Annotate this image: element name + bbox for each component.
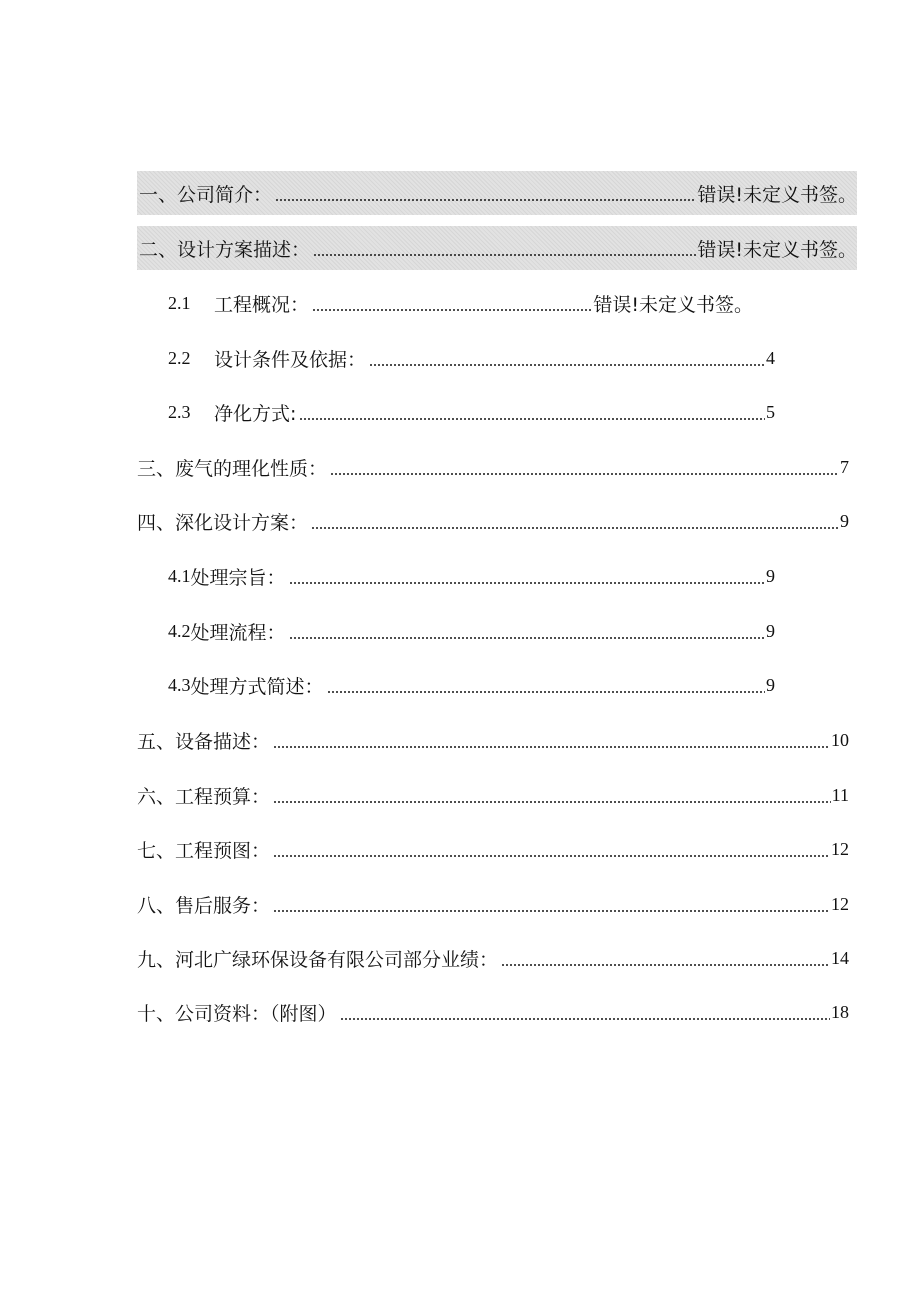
toc-dot-leader (273, 746, 830, 748)
toc-entry-drawings[interactable] (137, 827, 849, 871)
toc-entry-treatment-process[interactable] (168, 609, 775, 653)
toc-entry-page: 9 (766, 620, 775, 641)
toc-entry-number: 4.1 (168, 565, 191, 586)
toc-dot-leader (340, 1018, 830, 1020)
toc-dot-leader (275, 199, 696, 201)
toc-entry-title: 八、售后服务： (137, 894, 271, 917)
toc-entry-title: 九、河北广绿环保设备有限公司部分业绩： (137, 948, 499, 971)
toc-entry-title: 七、工程预图： (137, 839, 271, 862)
toc-dot-leader (311, 527, 839, 529)
toc-entry-waste-gas-properties[interactable] (137, 445, 849, 489)
toc-entry-page: 5 (766, 401, 775, 422)
toc-entry-title: 工程概况： (214, 293, 310, 316)
toc-dot-leader (273, 855, 830, 857)
toc-entry-number: 2.1 (168, 292, 191, 313)
toc-entry-page: 12 (831, 893, 849, 914)
toc-dot-leader (312, 309, 592, 311)
toc-dot-leader (299, 418, 765, 420)
toc-entry-title: 设计条件及依据： (214, 348, 367, 371)
toc-entry-title: 一、公司简介： (139, 183, 273, 206)
toc-entry-treatment-purpose[interactable] (168, 554, 775, 598)
toc-entry-page: 4 (766, 347, 775, 368)
toc-entry-page: 11 (831, 784, 849, 805)
toc-entry-title: 处理流程： (190, 621, 286, 644)
toc-entry-title: 十、公司资料：（附图） (137, 1002, 337, 1025)
toc-entry-page: 9 (766, 674, 775, 695)
toc-dot-leader (273, 801, 831, 803)
toc-entry-page: 错误!未定义书签。 (593, 293, 753, 316)
toc-entry-number: 4.2 (168, 620, 191, 641)
toc-entry-title: 五、设备描述： (137, 730, 271, 753)
toc-dot-leader (289, 637, 765, 639)
toc-dot-leader (369, 364, 765, 366)
toc-dot-leader (313, 254, 696, 256)
toc-entry-equipment[interactable] (137, 718, 849, 762)
toc-entry-number: 2.3 (168, 401, 191, 422)
toc-entry-detailed-design[interactable] (137, 499, 849, 543)
toc-entry-after-sales[interactable] (137, 882, 849, 926)
toc-entry-title: 三、废气的理化性质： (137, 457, 328, 480)
toc-entry-company-projects[interactable] (137, 936, 849, 980)
toc-entry-title: 二、设计方案描述： (139, 238, 311, 261)
toc-entry-page: 9 (766, 565, 775, 586)
toc-entry-design-conditions[interactable] (168, 336, 775, 380)
toc-entry-title: 六、工程预算： (137, 785, 271, 808)
toc-entry-company-materials[interactable] (137, 990, 849, 1034)
toc-entry-page: 14 (831, 947, 849, 968)
toc-dot-leader (501, 964, 830, 966)
toc-entry-number: 4.3 (168, 674, 191, 695)
toc-entry-project-overview[interactable] (168, 281, 753, 325)
toc-entry-title: 净化方式: (214, 402, 297, 425)
toc-entry-company-profile[interactable] (137, 171, 857, 215)
toc-dot-leader (327, 691, 765, 693)
toc-entry-design-plan[interactable] (137, 226, 857, 270)
toc-entry-page: 7 (840, 456, 849, 477)
toc-dot-leader (289, 582, 765, 584)
toc-entry-page: 错误!未定义书签。 (697, 183, 857, 206)
toc-dot-leader (273, 910, 830, 912)
toc-entry-title: 处理方式简述： (190, 675, 324, 698)
toc-entry-purification-method[interactable] (168, 390, 775, 434)
toc-entry-page: 9 (840, 510, 849, 531)
toc-entry-number: 2.2 (168, 347, 191, 368)
toc-entry-page: 12 (831, 838, 849, 859)
toc-entry-title: 处理宗旨： (190, 566, 286, 589)
toc-dot-leader (330, 473, 839, 475)
toc-entry-page: 18 (831, 1001, 849, 1022)
toc-entry-budget[interactable] (137, 773, 849, 817)
toc-entry-page: 错误!未定义书签。 (697, 238, 857, 261)
toc-entry-title: 四、深化设计方案： (137, 511, 309, 534)
toc-entry-treatment-method[interactable] (168, 663, 775, 707)
toc-entry-page: 10 (831, 729, 849, 750)
